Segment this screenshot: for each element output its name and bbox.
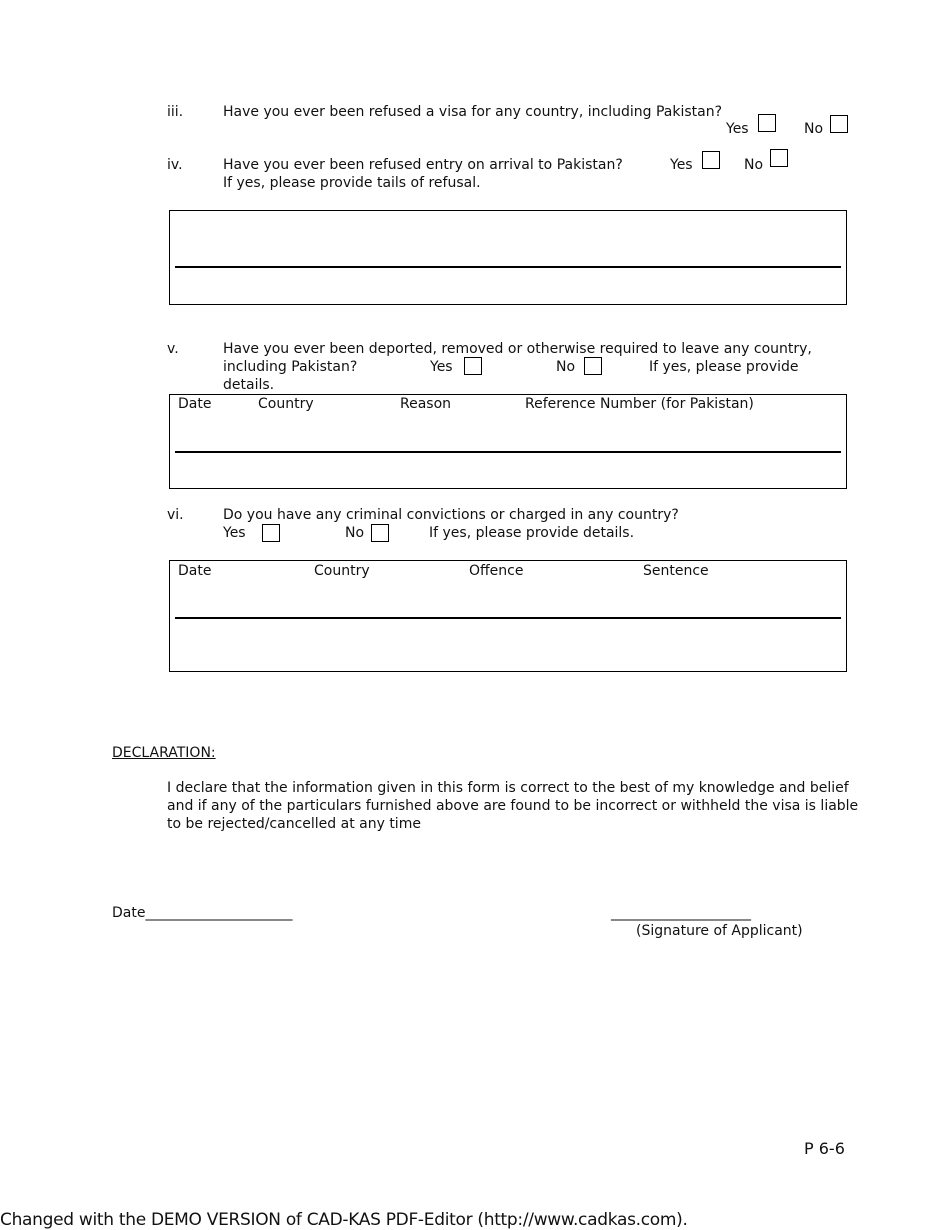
q4-no-label: No xyxy=(744,157,764,173)
q4-yes-checkbox[interactable] xyxy=(702,151,720,169)
declaration-line3: to be rejected/cancelled at any time xyxy=(167,816,421,832)
q4-details-box[interactable] xyxy=(169,210,847,305)
q5-no-label: No xyxy=(556,359,576,375)
q5-col-date: Date xyxy=(178,396,212,412)
q5-followup: If yes, please provide xyxy=(649,359,799,375)
q5-col-country: Country xyxy=(258,396,314,412)
q5-number: v. xyxy=(167,341,179,357)
declaration-line2: and if any of the particulars furnished above are found to be incorrect or withheld the visa is liable xyxy=(167,798,859,814)
q5-details-table[interactable] xyxy=(169,394,847,489)
q6-details-table[interactable] xyxy=(169,560,847,672)
signature-label: (Signature of Applicant) xyxy=(636,923,803,939)
q5-text-line3: details. xyxy=(223,377,275,393)
q5-details-line xyxy=(175,451,841,453)
q3-yes-label: Yes xyxy=(726,121,749,137)
q6-text: Do you have any criminal convictions or charged in any country? xyxy=(223,507,679,523)
q4-details-line xyxy=(175,266,841,268)
q6-col-sentence: Sentence xyxy=(643,563,709,579)
q5-text-line2: including Pakistan? xyxy=(223,359,358,375)
q6-col-country: Country xyxy=(314,563,370,579)
q6-yes-checkbox[interactable] xyxy=(262,524,280,542)
q5-col-reason: Reason xyxy=(400,396,452,412)
q6-col-offence: Offence xyxy=(469,563,524,579)
q4-yes-label: Yes xyxy=(670,157,693,173)
demo-watermark: Changed with the DEMO VERSION of CAD-KAS PDF-Editor (http://www.cadkas.com). xyxy=(0,1210,688,1230)
q4-text: Have you ever been refused entry on arrival to Pakistan? xyxy=(223,157,623,173)
declaration-heading: DECLARATION: xyxy=(112,745,216,761)
q3-no-checkbox[interactable] xyxy=(830,115,848,133)
q4-number: iv. xyxy=(167,157,183,173)
q5-no-checkbox[interactable] xyxy=(584,357,602,375)
q6-yes-label: Yes xyxy=(223,525,246,541)
q6-details-line xyxy=(175,617,841,619)
q4-followup: If yes, please provide tails of refusal. xyxy=(223,175,481,191)
q6-no-checkbox[interactable] xyxy=(371,524,389,542)
q3-yes-checkbox[interactable] xyxy=(758,114,776,132)
page-number: P 6-6 xyxy=(804,1139,845,1158)
q6-no-label: No xyxy=(345,525,365,541)
q4-no-checkbox[interactable] xyxy=(770,149,788,167)
q3-number: iii. xyxy=(167,104,184,120)
q6-followup: If yes, please provide details. xyxy=(429,525,635,541)
q6-number: vi. xyxy=(167,507,184,523)
q5-col-reference: Reference Number (for Pakistan) xyxy=(525,396,754,412)
q5-yes-label: Yes xyxy=(430,359,453,375)
q5-text-line1: Have you ever been deported, removed or otherwise required to leave any country, xyxy=(223,341,812,357)
declaration-line1: I declare that the information given in this form is correct to the best of my knowledge and belief xyxy=(167,780,849,796)
q3-text: Have you ever been refused a visa for any country, including Pakistan? xyxy=(223,104,723,120)
signature-line[interactable]: ____________________ xyxy=(611,905,751,921)
q3-no-label: No xyxy=(804,121,824,137)
date-field[interactable]: Date_____________________ xyxy=(112,905,293,921)
q5-yes-checkbox[interactable] xyxy=(464,357,482,375)
q6-col-date: Date xyxy=(178,563,212,579)
